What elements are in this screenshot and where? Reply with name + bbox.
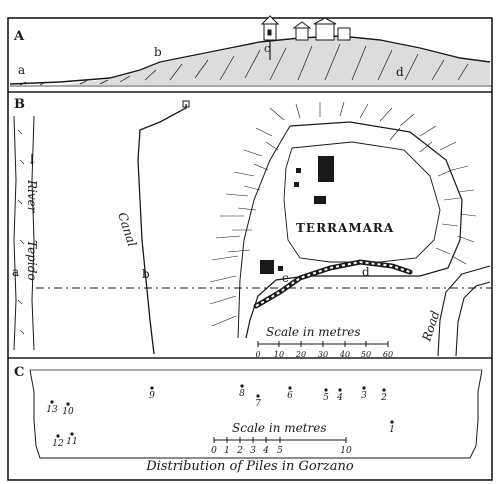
pile-dot (390, 420, 393, 423)
pile-dot (70, 432, 73, 435)
pile-dot (288, 386, 291, 389)
pile-dot (362, 386, 365, 389)
panel-a-label: A (14, 29, 25, 44)
panel-c-scale-tick-label: 10 (340, 446, 352, 456)
pile-label: 7 (255, 399, 261, 409)
river-label: River (25, 180, 39, 213)
panel-c-label: C (14, 365, 25, 380)
panel-b-point-d: d (362, 265, 370, 279)
pile-label: 9 (149, 391, 155, 401)
caption: Distribution of Piles in Gorzano (146, 459, 354, 474)
road-west-edge (438, 266, 490, 356)
panel-c-scale-tick-label: 1 (224, 446, 230, 456)
panel-c-scale-tick-label: 4 (263, 446, 269, 456)
pile-label: 6 (287, 391, 293, 401)
panel-c-scale-tick-label: 5 (277, 446, 283, 456)
pile-label: 5 (323, 393, 329, 403)
pile-dot (324, 388, 327, 391)
pile-label: 4 (337, 393, 343, 403)
pile-dot (66, 402, 69, 405)
terramara-inner (238, 126, 290, 338)
terramara-label: TERRAMARA (296, 221, 395, 235)
pile-dot (240, 384, 243, 387)
panel-b-point-b: b (142, 267, 150, 281)
panel-b-plan (8, 97, 492, 359)
pile-label: 10 (62, 407, 74, 417)
panel-a-section (8, 16, 492, 92)
pile-dot (50, 400, 53, 403)
pile-label: 12 (52, 439, 64, 449)
canal-label: Canal (115, 210, 140, 249)
mound-fill (60, 37, 490, 85)
panel-a-point-a: a (18, 63, 26, 77)
pile-dot (382, 388, 385, 391)
panel-b-scale-tick-label: 0 (255, 350, 261, 359)
panel-b-scale-tick-label: 50 (360, 350, 372, 359)
panel-c-scale-tick-label: 3 (250, 446, 256, 456)
river-flow-arrow: ↓ (26, 152, 38, 168)
canal (138, 104, 186, 354)
plan-building-3 (294, 182, 299, 187)
road-label: Road (419, 309, 443, 343)
pile-label: 8 (239, 389, 245, 399)
plan-building-1 (318, 156, 334, 182)
pile-label: 1 (389, 425, 395, 435)
inner-enclosure (284, 142, 440, 262)
panel-b-label: B (14, 97, 25, 112)
pile-label: 11 (66, 437, 78, 447)
panel-c-scale-tick-label: 0 (211, 446, 217, 456)
panel-a-point-b: b (154, 45, 162, 59)
panel-b-point-c: c (282, 271, 289, 285)
panel-b-scale-tick-label: 60 (382, 350, 394, 359)
pile-dot (56, 434, 59, 437)
pile-dot (338, 388, 341, 391)
river-stipple (18, 130, 24, 334)
panel-a-point-c: c (264, 42, 271, 55)
panel-c-scale-title: Scale in metres (232, 421, 327, 435)
pile-label: 2 (381, 393, 387, 403)
mound-slope-hatching (210, 102, 476, 326)
road-east-edge (456, 282, 490, 356)
panel-a-point-d: d (396, 65, 404, 79)
river-bank-west (14, 116, 16, 350)
panel-b-scale-tick-label: 10 (273, 350, 285, 359)
pile-area-outline (30, 370, 482, 458)
pile-label: 13 (46, 405, 58, 415)
panel-b-scale-tick-label: 30 (317, 350, 329, 359)
panel-b-scale-tick-label: 20 (295, 350, 307, 359)
panel-b-point-a: a (12, 265, 20, 279)
plan-building-2 (296, 168, 301, 173)
pile-dot (256, 394, 259, 397)
pile-dot (150, 386, 153, 389)
pile-label: 3 (361, 391, 367, 401)
panel-b-scale-title: Scale in metres (266, 325, 361, 339)
plan-building-5 (260, 260, 274, 274)
panel-c-scale-tick-label: 2 (237, 446, 243, 456)
panel-c-piles (14, 365, 482, 474)
pile-markers (46, 384, 395, 449)
outer-frame (8, 18, 492, 480)
plan-building-4 (314, 196, 326, 204)
panel-b-scale-tick-label: 40 (339, 350, 351, 359)
tepido-label: Tepido (25, 240, 39, 281)
